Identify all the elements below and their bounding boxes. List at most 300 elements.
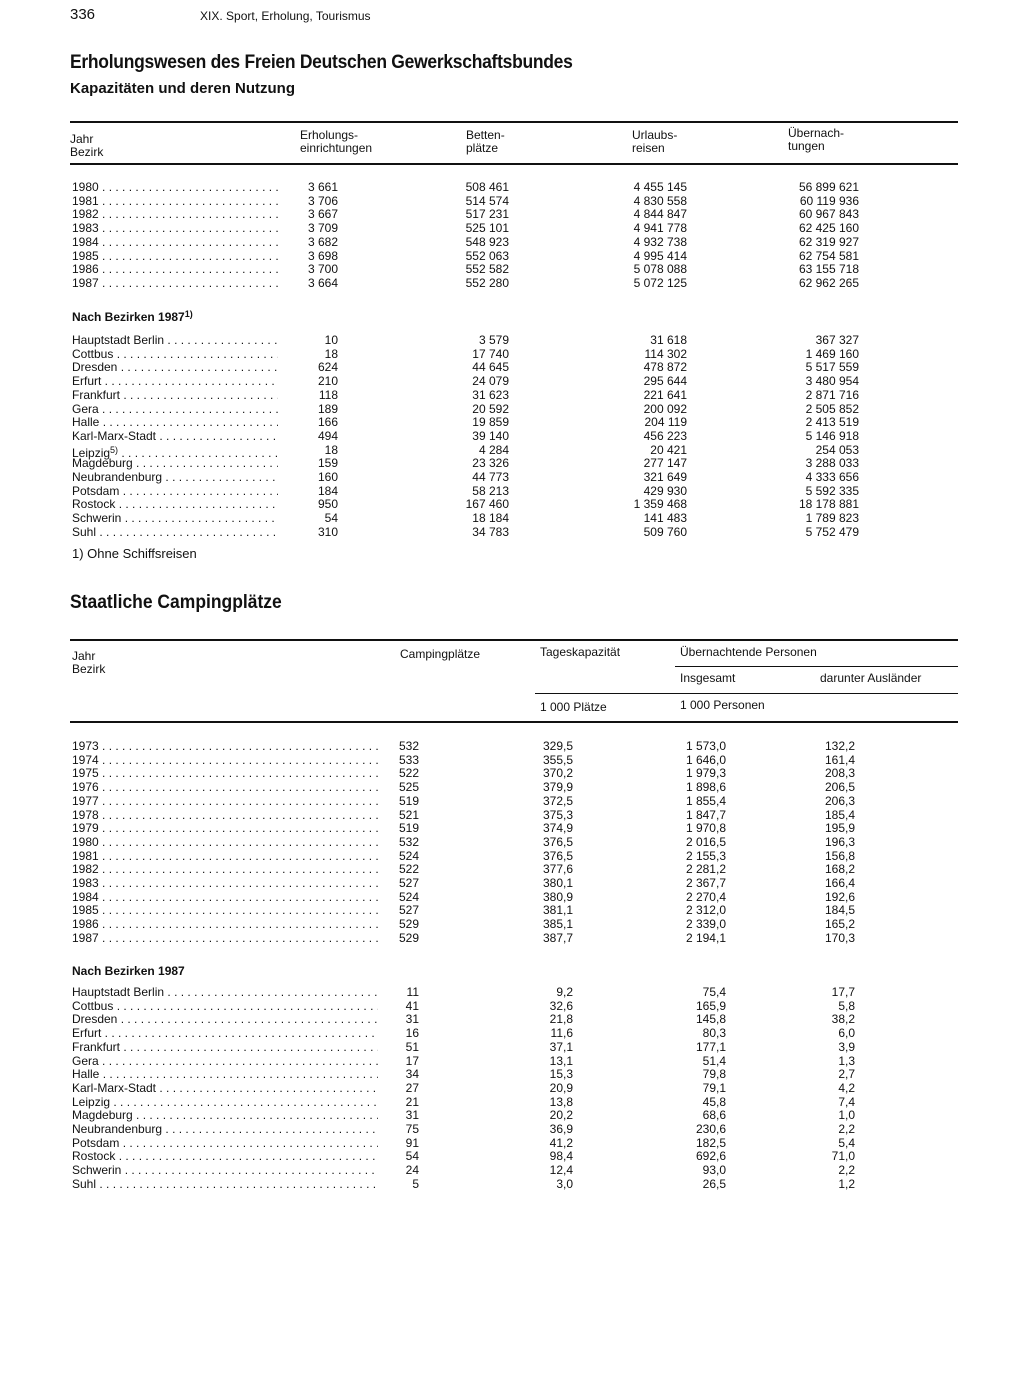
fdgb-district-cell-c4: 254 053 xyxy=(815,442,859,457)
fdgb-district-cell-c1: 184 xyxy=(317,483,338,498)
fdgb-year-cell-c1: 3 664 xyxy=(307,275,338,290)
camping-year-cell-c1: 529 xyxy=(398,917,419,932)
camping-district-cell-c3: 51,4 xyxy=(702,1053,726,1068)
camping-district-cell-c4: 1,0 xyxy=(838,1108,855,1123)
camping-district-cell-c2: 20,9 xyxy=(549,1080,573,1095)
fdgb-district-row-label-text: Frankfurt xyxy=(72,388,121,402)
camping-year-row-label-text: 1976 xyxy=(72,781,99,795)
fdgb-year-cell-c4: 60 967 843 xyxy=(798,207,859,222)
camping-year-row-label xyxy=(72,850,378,864)
camping-year-row xyxy=(0,754,1024,768)
fdgb-district-cell-c4: 4 333 656 xyxy=(805,470,859,484)
fdgb-year-row-label-text: 1987 xyxy=(72,276,99,290)
fdgb-year-row-label xyxy=(72,222,278,236)
fdgb-district-cell-c2: 44 645 xyxy=(472,360,509,375)
fdgb-district-row-label xyxy=(72,416,278,430)
camping-year-row-label-text: 1977 xyxy=(72,794,99,808)
fdgb-table-title: Erholungswesen des Freien Deutschen Gewerkschaftsbundes xyxy=(70,52,573,73)
fdgb-year-cell-c1: 3 682 xyxy=(307,234,338,249)
fdgb-district-row-label-text: Magdeburg xyxy=(72,457,133,471)
camping-year-cell-c3: 2 339,0 xyxy=(685,917,726,932)
fdgb-header-einrichtungen: Erholungs- einrichtungen xyxy=(300,128,373,155)
camping-district-row-label xyxy=(72,1027,378,1041)
camping-year-cell-c4: 192,6 xyxy=(824,889,855,904)
camping-year-row-label xyxy=(72,836,378,850)
camping-district-cell-c4: 5,4 xyxy=(838,1135,855,1150)
fdgb-year-row-label xyxy=(72,250,278,264)
fdgb-district-cell-c4: 3 288 033 xyxy=(805,456,859,471)
fdgb-district-row-label-text: Cottbus xyxy=(72,347,114,361)
fdgb-year-row-label-text: 1983 xyxy=(72,222,99,236)
camping-year-cell-c1: 529 xyxy=(398,930,419,945)
camping-year-cell-c4: 195,9 xyxy=(824,821,855,836)
camping-district-cell-c1: 41 xyxy=(405,998,419,1013)
camping-district-cell-c2: 20,2 xyxy=(549,1108,573,1123)
camping-year-cell-c2: 379,9 xyxy=(542,780,573,795)
camping-year-row-label xyxy=(72,740,378,754)
fdgb-district-row-label xyxy=(72,498,278,512)
fdgb-header-betten: Betten- plätze xyxy=(466,128,505,155)
fdgb-year-cell-c1: 3 661 xyxy=(307,180,338,194)
fdgb-section-footnote-ref: 1) xyxy=(184,309,193,319)
camping-year-cell-c4: 196,3 xyxy=(824,834,855,849)
camping-year-cell-c4: 206,5 xyxy=(824,780,855,795)
fdgb-district-row-label-text: Dresden xyxy=(72,361,118,375)
camping-district-row xyxy=(0,1000,1024,1014)
fdgb-district-cell-c1: 10 xyxy=(324,333,338,347)
camping-district-cell-c2: 37,1 xyxy=(549,1039,573,1054)
fdgb-district-row xyxy=(0,471,1024,485)
fdgb-district-cell-c4: 5 592 335 xyxy=(805,483,859,498)
fdgb-district-cell-c2: 31 623 xyxy=(472,387,509,402)
fdgb-district-row-label xyxy=(72,361,278,375)
camping-year-row-label-text: 1973 xyxy=(72,740,99,753)
fdgb-district-row-label xyxy=(72,485,278,499)
camping-year-row xyxy=(0,877,1024,891)
camping-year-row-label xyxy=(72,767,378,781)
camping-year-row-label-text: 1982 xyxy=(72,863,99,877)
camping-year-row xyxy=(0,932,1024,946)
fdgb-year-cell-c1: 3 667 xyxy=(307,207,338,222)
fdgb-year-cell-c4: 62 754 581 xyxy=(798,248,859,263)
fdgb-section-label-text: Nach Bezirken 1987 xyxy=(72,310,185,324)
fdgb-district-row-label-text: Schwerin xyxy=(72,512,122,526)
fdgb-district-row-label xyxy=(72,375,278,389)
fdgb-footnote: 1) Ohne Schiffsreisen xyxy=(72,546,197,561)
fdgb-section-label xyxy=(72,309,193,324)
fdgb-district-cell-c4: 1 469 160 xyxy=(805,346,859,361)
camping-district-cell-c2: 13,8 xyxy=(549,1094,573,1109)
camping-district-cell-c2: 32,6 xyxy=(549,998,573,1013)
camping-year-cell-c3: 2 312,0 xyxy=(685,903,726,918)
fdgb-year-cell-c4: 62 319 927 xyxy=(798,234,859,249)
fdgb-year-cell-c1: 3 706 xyxy=(307,193,338,208)
fdgb-district-cell-c3: 295 644 xyxy=(643,374,687,389)
chapter-title: XIX. Sport, Erholung, Tourismus xyxy=(200,9,371,23)
fdgb-year-row xyxy=(0,195,1024,209)
camping-district-cell-c1: 16 xyxy=(405,1026,419,1041)
camping-year-row-label-text: 1985 xyxy=(72,904,99,918)
camping-district-row-label xyxy=(72,1082,378,1096)
camping-district-row-label-text: Magdeburg xyxy=(72,1109,133,1123)
camping-year-cell-c2: 376,5 xyxy=(542,834,573,849)
camping-rule-personen xyxy=(675,666,958,667)
fdgb-district-row xyxy=(0,375,1024,389)
fdgb-district-row xyxy=(0,498,1024,512)
camping-year-cell-c1: 532 xyxy=(398,739,419,753)
camping-header-auslaender: darunter Ausländer xyxy=(820,671,922,685)
fdgb-district-cell-c1: 189 xyxy=(317,401,338,416)
fdgb-district-cell-c3: 509 760 xyxy=(643,524,687,539)
camping-district-cell-c2: 41,2 xyxy=(549,1135,573,1150)
fdgb-year-cell-c2: 548 923 xyxy=(465,234,509,249)
camping-district-cell-c3: 145,8 xyxy=(695,1012,726,1027)
camping-year-cell-c1: 519 xyxy=(398,793,419,808)
fdgb-year-cell-c3: 4 844 847 xyxy=(633,207,687,222)
camping-district-cell-c3: 79,1 xyxy=(702,1080,726,1095)
camping-district-cell-c3: 165,9 xyxy=(695,998,726,1013)
camping-district-row-label-text: Gera xyxy=(72,1054,99,1068)
fdgb-district-row xyxy=(0,416,1024,430)
camping-section-label: Nach Bezirken 1987 xyxy=(72,964,185,978)
camping-header-personen: Übernachtende Personen xyxy=(680,645,817,659)
fdgb-year-cell-c2: 552 280 xyxy=(465,275,509,290)
camping-district-row xyxy=(0,1041,1024,1055)
fdgb-year-cell-c3: 4 830 558 xyxy=(633,193,687,208)
fdgb-year-cell-c2: 525 101 xyxy=(465,221,509,236)
fdgb-header-rule-bottom xyxy=(70,163,958,165)
fdgb-district-cell-c1: 159 xyxy=(317,456,338,471)
camping-district-row-label-text: Frankfurt xyxy=(72,1040,121,1054)
fdgb-year-cell-c2: 517 231 xyxy=(465,207,509,222)
camping-year-row xyxy=(0,918,1024,932)
camping-rule-units xyxy=(535,693,958,694)
fdgb-year-cell-c4: 60 119 936 xyxy=(799,193,859,208)
fdgb-district-row xyxy=(0,361,1024,375)
camping-district-row xyxy=(0,1109,1024,1123)
fdgb-year-row-label-text: 1986 xyxy=(72,263,99,277)
camping-year-row-label-text: 1975 xyxy=(72,767,99,781)
fdgb-district-row xyxy=(0,334,1024,348)
camping-year-row-label-text: 1986 xyxy=(72,918,99,932)
fdgb-year-row-label xyxy=(72,208,278,222)
fdgb-district-cell-c3: 456 223 xyxy=(643,428,687,443)
fdgb-year-cell-c4: 56 899 621 xyxy=(798,180,859,194)
camping-district-cell-c1: 91 xyxy=(405,1135,419,1150)
camping-district-cell-c1: 24 xyxy=(405,1163,419,1178)
camping-year-row-label xyxy=(72,795,378,809)
fdgb-year-cell-c3: 4 932 738 xyxy=(633,234,687,249)
fdgb-district-cell-c4: 2 871 716 xyxy=(805,387,859,402)
camping-district-cell-c1: 51 xyxy=(405,1039,419,1054)
camping-district-cell-c2: 13,1 xyxy=(549,1053,573,1068)
camping-year-cell-c4: 184,5 xyxy=(824,903,855,918)
fdgb-year-row xyxy=(0,263,1024,277)
fdgb-district-row-label xyxy=(72,389,278,403)
fdgb-year-row xyxy=(0,208,1024,222)
camping-year-row-label-text: 1987 xyxy=(72,931,99,945)
camping-district-cell-c1: 75 xyxy=(405,1122,419,1136)
camping-district-cell-c4: 3,9 xyxy=(838,1039,855,1054)
camping-district-row-label xyxy=(72,1178,378,1192)
fdgb-district-row-label-text: Rostock xyxy=(72,498,116,512)
camping-district-row-label-text: Suhl xyxy=(72,1177,97,1191)
fdgb-district-cell-c1: 494 xyxy=(317,428,338,443)
fdgb-district-row-footnote-ref: 5) xyxy=(110,444,119,455)
fdgb-district-cell-c3: 1 359 468 xyxy=(633,497,687,512)
fdgb-district-cell-c2: 44 773 xyxy=(472,470,509,484)
camping-year-cell-c2: 355,5 xyxy=(542,752,573,767)
camping-year-row-label-text: 1983 xyxy=(72,877,99,890)
fdgb-district-cell-c3: 277 147 xyxy=(643,456,687,471)
fdgb-year-row xyxy=(0,181,1024,195)
fdgb-year-cell-c2: 514 574 xyxy=(465,193,509,208)
fdgb-year-cell-c2: 552 582 xyxy=(465,262,509,277)
camping-year-cell-c2: 387,7 xyxy=(542,930,573,945)
fdgb-district-row xyxy=(0,485,1024,499)
camping-district-row-label-text: Neubrandenburg xyxy=(72,1123,163,1136)
fdgb-district-cell-c2: 24 079 xyxy=(472,374,509,389)
fdgb-year-cell-c3: 4 455 145 xyxy=(633,180,687,194)
camping-district-row xyxy=(0,986,1024,1000)
fdgb-district-cell-c2: 167 460 xyxy=(465,497,509,512)
fdgb-year-row xyxy=(0,236,1024,250)
fdgb-district-row-label xyxy=(72,348,278,362)
fdgb-district-cell-c1: 166 xyxy=(317,415,338,430)
camping-year-row xyxy=(0,850,1024,864)
camping-year-row-label xyxy=(72,781,378,795)
fdgb-year-cell-c1: 3 709 xyxy=(307,221,338,236)
camping-year-cell-c4: 166,4 xyxy=(824,876,855,890)
camping-district-row xyxy=(0,1082,1024,1096)
camping-district-cell-c4: 7,4 xyxy=(838,1094,855,1109)
camping-district-cell-c2: 9,2 xyxy=(556,985,573,999)
camping-year-cell-c2: 375,3 xyxy=(542,807,573,822)
fdgb-district-row-label-text: Neubrandenburg xyxy=(72,471,163,484)
fdgb-district-row-label xyxy=(72,457,278,471)
camping-year-row xyxy=(0,863,1024,877)
camping-year-cell-c1: 524 xyxy=(398,889,419,904)
fdgb-district-row-label xyxy=(72,471,278,485)
fdgb-district-cell-c3: 221 641 xyxy=(643,387,687,402)
camping-district-row xyxy=(0,1027,1024,1041)
camping-district-cell-c1: 31 xyxy=(405,1012,419,1027)
fdgb-district-cell-c3: 31 618 xyxy=(650,333,687,347)
fdgb-year-row-label xyxy=(72,195,278,209)
fdgb-district-row xyxy=(0,457,1024,471)
fdgb-district-row-label-text: Gera xyxy=(72,402,99,416)
camping-district-row-label-text: Dresden xyxy=(72,1013,118,1027)
camping-district-cell-c4: 1,2 xyxy=(838,1176,855,1191)
camping-header-insgesamt: Insgesamt xyxy=(680,671,736,685)
camping-year-row xyxy=(0,822,1024,836)
camping-district-cell-c1: 11 xyxy=(406,985,419,999)
camping-district-row-label-text: Rostock xyxy=(72,1150,116,1164)
camping-year-cell-c3: 2 281,2 xyxy=(685,862,726,877)
fdgb-district-cell-c4: 18 178 881 xyxy=(798,497,859,512)
camping-year-cell-c1: 533 xyxy=(398,752,419,767)
fdgb-district-cell-c1: 118 xyxy=(318,387,338,402)
camping-district-cell-c4: 71,0 xyxy=(831,1149,855,1164)
camping-district-cell-c3: 182,5 xyxy=(695,1135,726,1150)
fdgb-year-row-label-text: 1984 xyxy=(72,235,99,249)
camping-district-cell-c1: 27 xyxy=(405,1080,419,1095)
camping-year-row-label xyxy=(72,809,378,823)
camping-year-cell-c2: 329,5 xyxy=(542,739,573,753)
camping-district-cell-c3: 692,6 xyxy=(695,1149,726,1164)
fdgb-year-cell-c4: 62 962 265 xyxy=(798,275,859,290)
camping-year-row-label-text: 1984 xyxy=(72,890,99,904)
fdgb-district-row-label xyxy=(72,403,278,417)
camping-district-cell-c2: 15,3 xyxy=(549,1067,573,1082)
fdgb-district-cell-c3: 200 092 xyxy=(643,401,687,416)
camping-year-cell-c4: 132,2 xyxy=(824,739,855,753)
fdgb-district-cell-c2: 17 740 xyxy=(472,346,509,361)
camping-header-kapazitaet: Tageskapazität xyxy=(540,645,621,659)
camping-header-jahr-bezirk: Jahr Bezirk xyxy=(72,649,106,676)
camping-year-cell-c1: 521 xyxy=(398,807,419,822)
fdgb-year-row-label xyxy=(72,263,278,277)
camping-year-cell-c2: 370,2 xyxy=(542,766,573,781)
camping-year-row xyxy=(0,767,1024,781)
fdgb-year-cell-c4: 63 155 718 xyxy=(798,262,859,277)
fdgb-district-cell-c1: 624 xyxy=(317,360,338,375)
camping-year-cell-c3: 2 367,7 xyxy=(685,876,726,890)
camping-year-cell-c4: 208,3 xyxy=(824,766,855,781)
camping-table-title: Staatliche Campingplätze xyxy=(70,592,282,613)
camping-year-cell-c1: 527 xyxy=(398,876,419,890)
camping-year-row-label-text: 1978 xyxy=(72,808,99,822)
camping-year-cell-c3: 2 016,5 xyxy=(685,834,726,849)
fdgb-district-cell-c2: 19 859 xyxy=(472,415,509,430)
camping-header-plaetze: Campingplätze xyxy=(400,647,481,661)
fdgb-district-row-label-text: Suhl xyxy=(72,525,97,539)
camping-district-cell-c4: 6,0 xyxy=(838,1026,855,1041)
camping-year-cell-c2: 380,1 xyxy=(542,876,573,890)
camping-district-cell-c3: 45,8 xyxy=(702,1094,726,1109)
camping-year-row-label xyxy=(72,822,378,836)
fdgb-year-row-label-text: 1981 xyxy=(72,194,99,208)
camping-district-cell-c2: 21,8 xyxy=(549,1012,573,1027)
camping-year-row xyxy=(0,740,1024,754)
camping-district-row-label xyxy=(72,1164,378,1178)
fdgb-table-subtitle: Kapazitäten und deren Nutzung xyxy=(70,80,295,97)
fdgb-district-cell-c2: 3 579 xyxy=(478,333,509,347)
camping-district-cell-c1: 34 xyxy=(405,1067,419,1082)
camping-header-rule-bottom xyxy=(70,721,958,723)
camping-district-cell-c1: 21 xyxy=(405,1094,419,1109)
camping-year-cell-c3: 1 855,4 xyxy=(685,793,726,808)
camping-year-cell-c1: 525 xyxy=(398,780,419,795)
fdgb-district-cell-c4: 1 789 823 xyxy=(805,511,859,526)
camping-year-row xyxy=(0,795,1024,809)
camping-district-cell-c4: 2,2 xyxy=(838,1122,855,1136)
fdgb-district-row-label xyxy=(72,430,278,444)
fdgb-district-cell-c2: 39 140 xyxy=(472,428,509,443)
camping-year-row xyxy=(0,891,1024,905)
camping-district-row-label-text: Halle xyxy=(72,1068,100,1082)
camping-year-cell-c4: 185,4 xyxy=(824,807,855,822)
fdgb-district-cell-c2: 34 783 xyxy=(472,524,509,539)
camping-district-row-label-text: Karl-Marx-Stadt xyxy=(72,1081,157,1095)
fdgb-year-cell-c3: 5 072 125 xyxy=(633,275,687,290)
camping-district-row xyxy=(0,1055,1024,1069)
camping-year-row xyxy=(0,836,1024,850)
camping-year-row-label xyxy=(72,918,378,932)
fdgb-year-cell-c4: 62 425 160 xyxy=(798,221,859,236)
camping-year-cell-c3: 1 979,3 xyxy=(685,766,726,781)
camping-district-row-label xyxy=(72,986,378,1000)
fdgb-district-cell-c2: 20 592 xyxy=(472,401,509,416)
camping-district-row xyxy=(0,1150,1024,1164)
fdgb-district-cell-c4: 367 327 xyxy=(815,333,859,347)
fdgb-district-cell-c3: 429 930 xyxy=(643,483,687,498)
fdgb-header-jahr-bezirk: Jahr Bezirk xyxy=(70,132,104,159)
fdgb-district-cell-c4: 2 505 852 xyxy=(805,401,859,416)
fdgb-year-cell-c3: 5 078 088 xyxy=(633,262,687,277)
fdgb-district-cell-c4: 3 480 954 xyxy=(805,374,859,389)
camping-year-cell-c2: 374,9 xyxy=(542,821,573,836)
camping-district-cell-c3: 75,4 xyxy=(702,985,726,999)
camping-district-row-label-text: Leipzig xyxy=(72,1095,111,1109)
fdgb-district-cell-c1: 210 xyxy=(317,374,338,389)
fdgb-year-row-label xyxy=(72,277,278,291)
camping-district-row-label-text: Cottbus xyxy=(72,999,114,1013)
camping-year-cell-c3: 1 646,0 xyxy=(685,752,726,767)
camping-year-row-label xyxy=(72,877,378,891)
camping-district-row-label-text: Potsdam xyxy=(72,1136,120,1150)
camping-district-row xyxy=(0,1013,1024,1027)
camping-district-row xyxy=(0,1123,1024,1137)
camping-district-row-label xyxy=(72,1096,378,1110)
camping-header-rule-top xyxy=(70,639,958,641)
camping-district-row-label xyxy=(72,1137,378,1151)
camping-district-cell-c1: 54 xyxy=(405,1149,419,1164)
fdgb-header-reisen: Urlaubs- reisen xyxy=(632,128,678,155)
camping-district-cell-c4: 4,2 xyxy=(838,1080,855,1095)
camping-year-cell-c2: 380,9 xyxy=(542,889,573,904)
camping-district-cell-c3: 93,0 xyxy=(702,1163,726,1178)
camping-district-row-label xyxy=(72,1055,378,1069)
camping-district-row-label-text: Schwerin xyxy=(72,1164,122,1178)
fdgb-district-row xyxy=(0,430,1024,444)
fdgb-district-row xyxy=(0,444,1024,458)
fdgb-district-cell-c3: 204 119 xyxy=(644,415,687,430)
camping-year-cell-c2: 381,1 xyxy=(542,903,573,918)
fdgb-district-cell-c1: 54 xyxy=(324,511,338,526)
camping-year-row-label xyxy=(72,754,378,768)
fdgb-year-cell-c2: 552 063 xyxy=(465,248,509,263)
camping-district-cell-c4: 2,2 xyxy=(838,1163,855,1178)
camping-district-row-label xyxy=(72,1000,378,1014)
fdgb-year-cell-c1: 3 698 xyxy=(307,248,338,263)
fdgb-year-row xyxy=(0,222,1024,236)
camping-district-cell-c3: 177,1 xyxy=(695,1039,726,1054)
camping-unit-personen: 1 000 Personen xyxy=(680,698,765,712)
fdgb-year-row xyxy=(0,277,1024,291)
fdgb-year-row-label xyxy=(72,236,278,250)
camping-year-cell-c2: 372,5 xyxy=(542,793,573,808)
camping-year-cell-c3: 2 270,4 xyxy=(685,889,726,904)
fdgb-district-cell-c4: 5 146 918 xyxy=(805,428,859,443)
camping-district-cell-c1: 17 xyxy=(405,1053,419,1068)
camping-year-cell-c4: 206,3 xyxy=(824,793,855,808)
camping-district-row xyxy=(0,1178,1024,1192)
fdgb-district-row-label-text: Karl-Marx-Stadt xyxy=(72,429,157,443)
camping-district-cell-c4: 2,7 xyxy=(838,1067,855,1082)
fdgb-year-cell-c3: 4 995 414 xyxy=(633,248,687,263)
fdgb-year-cell-c1: 3 700 xyxy=(307,262,338,277)
